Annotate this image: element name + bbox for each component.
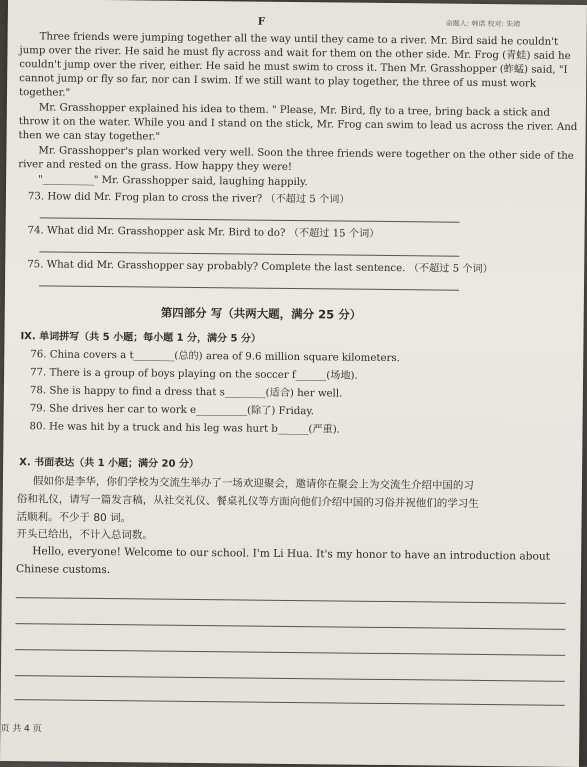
passage-line: river and rested on the grass. How happy they were! — [18, 159, 293, 173]
writing-prompt-line: 开头已给出，不计入总词数。 — [16, 528, 153, 542]
essay-opening-line: Chinese customs. — [15, 563, 111, 577]
passage-line: cannot jump or fly so far, nor can I swim. If we still want to play together, the three of us must work — [19, 73, 537, 90]
answer-line[interactable] — [40, 217, 460, 222]
spelling-item-78: 78. She is happy to find a dress that s________(适合) her well. — [29, 385, 343, 400]
passage-line: Three friends were jumping together all the way until they came to a river. Mr. Bird said he couldn't — [39, 31, 559, 48]
page-header-info: 命题人: 韩诺 校对: 朱靖 — [445, 19, 521, 29]
page-footer: 页 共 4 页 — [0, 723, 42, 735]
question-75: 75. What did Mr. Grasshopper say probably? Complete the last sentence. （不超过 5 个词） — [27, 259, 493, 276]
passage-line: Mr. Grasshopper's plan worked very well. Soon the three friends were together on the other side of the — [38, 145, 574, 162]
answer-line[interactable] — [39, 285, 459, 290]
writing-line[interactable] — [15, 699, 565, 706]
section9-title: IX. 单词拼写（共 5 小题；每小题 1 分，满分 5 分） — [20, 331, 261, 345]
passage-line: jump over the river. He said he must fly across and wait for them on the other side. Mr. Frog (青蛙) said he — [19, 45, 571, 62]
answer-line[interactable] — [39, 251, 459, 256]
spelling-item-80: 80. He was hit by a truck and his leg was hurt b______(严重). — [29, 421, 341, 436]
passage-line: then we can stay together." — [18, 130, 161, 143]
question-74: 74. What did Mr. Grasshopper ask Mr. Bird to do? （不超过 15 个词） — [27, 225, 380, 240]
writing-prompt-line: 假如你是李华，你们学校为交流生举办了一场欢迎聚会，邀请你在聚会上为交流生介绍中国的习 — [32, 475, 474, 492]
writing-line[interactable] — [15, 675, 565, 682]
spelling-item-79: 79. She drives her car to work e__________(除了) Friday. — [29, 403, 315, 418]
spelling-item-77: 77. There is a group of boys playing on the soccer f______(场地). — [30, 367, 358, 382]
passage-line: couldn't jump over the river, either. He said he must swim to cross it. Then Mr. Grasshopper (蚱蜢) said, "I — [19, 59, 568, 76]
passage-line: "__________" Mr. Grasshopper said, laughing happily. — [38, 174, 308, 189]
page-letter: F — [257, 15, 266, 28]
writing-line[interactable] — [15, 649, 565, 656]
spelling-item-76: 76. China covers a t________(总的) area of 9.6 million square kilometers. — [30, 349, 400, 365]
passage-line: Mr. Grasshopper explained his idea to them. " Please, Mr. Bird, fly to a tree, bring back a stick and — [38, 102, 550, 119]
passage-line: together." — [18, 87, 71, 99]
writing-prompt-line: 活顺利。不少于 80 词。 — [16, 511, 132, 525]
passage-line: throw it on the water. While you and I stand on the stick, Mr. Frog can swim to lead us across the river. And — [18, 116, 578, 133]
question-73: 73. How did Mr. Frog plan to cross the river? （不超过 5 个词） — [27, 191, 350, 206]
section10-title: X. 书面表达（共 1 小题；满分 20 分） — [19, 457, 199, 471]
writing-prompt-line: 俗和礼仪，请写一篇发言稿，从社交礼仪、餐桌礼仪等方面向他们介绍中国的习俗并祝他们的学习生 — [16, 493, 479, 510]
writing-line[interactable] — [16, 597, 566, 604]
writing-line[interactable] — [15, 623, 565, 630]
essay-opening-line: Hello, everyone! Welcome to our school. I'm Li Hua. It's my honor to have an introduction about — [32, 545, 550, 563]
part4-title: 第四部分 写（共两大题，满分 25 分） — [160, 305, 362, 322]
